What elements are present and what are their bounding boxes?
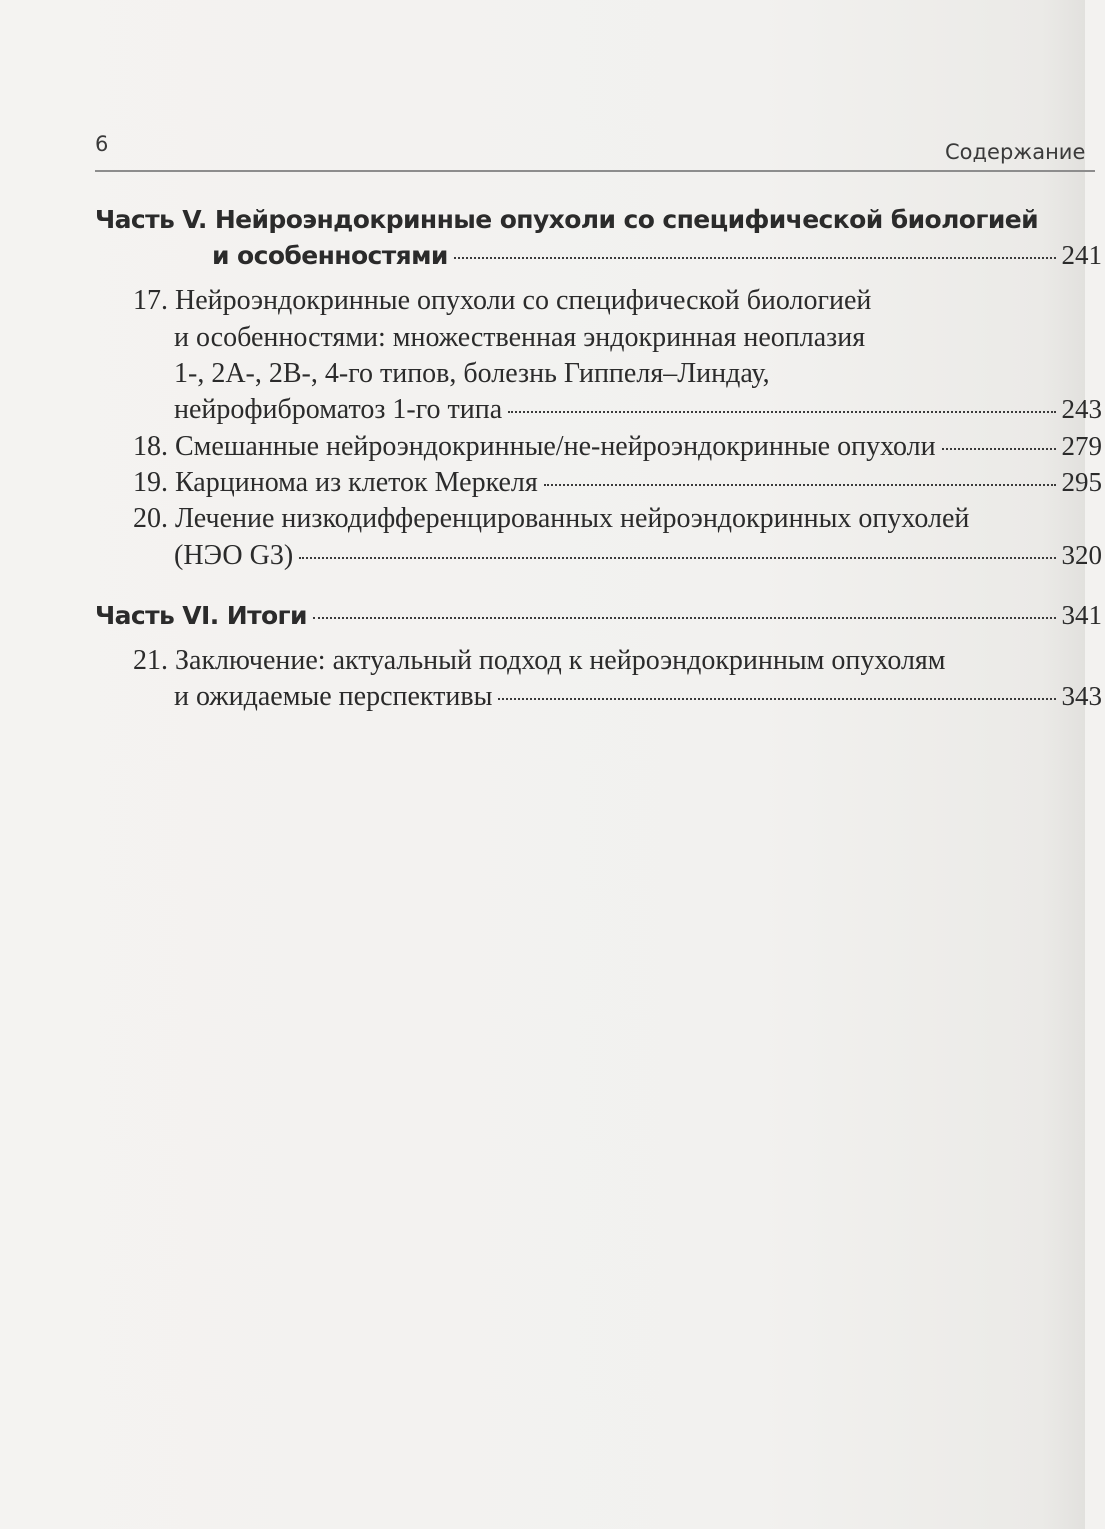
section-title: Содержание [945,140,1086,164]
page-ref: 341 [1061,600,1102,630]
toc-part-6: Часть VI. Итоги 341 [95,600,1102,630]
toc-chapter-17-line-2: и особенностями: множественная эндокринная неоплазия [174,322,866,353]
toc-chapter-18: 18. Смешанные нейроэндокринные/не-нейроэндокринные опухоли 279 [133,431,1102,462]
toc-chapter-21-line-2: и ожидаемые перспективы 343 [174,681,1102,712]
toc-chapter-17-line-3: 1-, 2А-, 2В-, 4-го типов, болезнь Гиппеля–Линдау, [174,358,770,389]
toc-chapter-20-line-2: (НЭО G3) 320 [174,540,1102,571]
toc-part-5-line-1: Часть V. Нейроэндокринные опухоли со специфической биологией [95,205,1039,234]
dot-leader [508,411,1055,413]
toc-part-5-line-2: и особенностями 241 [212,240,1102,270]
dot-leader [313,617,1056,619]
page-ref: 320 [1061,540,1102,570]
toc-chapter-20-line-1: 20. Лечение низкодифференцированных нейроэндокринных опухолей [133,503,970,534]
page-ref: 241 [1061,240,1102,270]
page-number: 6 [95,132,109,156]
dot-leader [299,557,1055,559]
toc-chapter-19: 19. Карцинома из клеток Меркеля 295 [133,467,1102,498]
dot-leader [942,448,1056,450]
dot-leader [454,257,1056,259]
page-ref: 279 [1061,431,1102,461]
page-ref: 243 [1061,394,1102,424]
toc-chapter-17-line-4: нейрофиброматоз 1-го типа 243 [174,394,1102,425]
dot-leader [498,698,1055,700]
toc-chapter-21-line-1: 21. Заключение: актуальный подход к нейроэндокринным опухолям [133,645,946,676]
page-ref: 343 [1061,681,1102,711]
toc-chapter-17-line-1: 17. Нейроэндокринные опухоли со специфической биологией [133,285,872,316]
dot-leader [544,484,1056,486]
page-ref: 295 [1061,467,1102,497]
